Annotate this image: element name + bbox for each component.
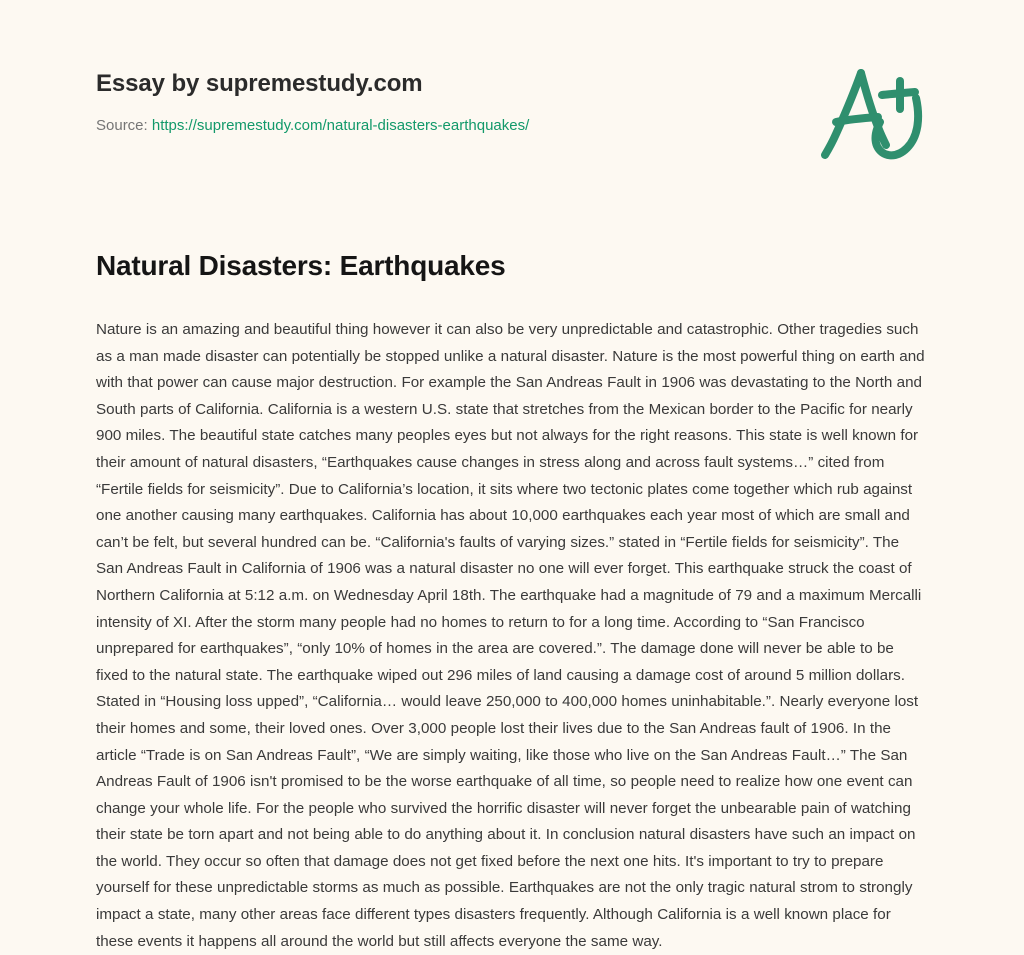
article-container [96,248,928,955]
article-body [96,317,928,955]
page-title: Natural Disasters: Earthquakes [96,250,506,281]
source-line [96,116,529,136]
a-plus-logo-icon[interactable] [812,62,930,166]
article-paragraph: Nature is an amazing and beautiful thing however it can also be very unpredictable and catastrophic. Other tragedies such as a man made disaster can potentially be stopped unlike a natural disaster. Nature is the most powerful thing on earth and with that power can cause major destruction. For example the San Andreas Fault in 1906 was devastating to the North and South parts of California. California is a western U.S. state that stretches from the Mexican border to the Pacific for nearly 900 miles. The beautiful state catches many peoples eyes but not always for the right reasons. This state is well known for their amount of natural disasters, “Earthquakes cause changes in stress along and across fault systems…” cited from “Fertile fields for seismicity”. Due to California’s location, it sits where two tectonic plates come together which rub against one another causing many earthquakes. California has about 10,000 earthquakes each year most of which are small and can’t be felt, but several hundred can be. “California's faults of varying sizes.” stated in “Fertile fields for seismicity”. The San Andreas Fault in California of 1906 was a natural disaster no one will ever forget. This earthquake struck the coast of Northern California at 5:12 a.m. on Wednesday April 18th. The earthquake had a magnitude of 79 and a maximum Mercalli intensity of XI. After the storm many people had no homes to return to for a long time. According to “San Francisco unprepared for earthquakes”, “only 10% of homes in the area are covered.”. The damage done will never be able to be fixed to the natural state. The earthquake wiped out 296 miles of land causing a damage cost of around 5 million dollars. Stated in “Housing loss upped”, “California… would leave 250,000 to 400,000 homes uninhabitable.”. Nearly everyone lost their homes and some, their loved ones. Over 3,000 people lost their lives due to the San Andreas fault of 1906. In the article “Trade is on San Andreas Fault”, “We are simply waiting, like those who live on the San Andreas Fault…” The San Andreas Fault of 1906 isn't promised to be the worse earthquake of all time, so people need to realize how one event can change your whole life. For the people who survived the horrific disaster will never forget the unbearable pain of watching their state be torn apart and not being able to do anything about it. In conclusion natural disasters have such an impact on the world. They occur so often that damage does not get fixed before the next one hits. It's important to try to prepare yourself for these unpredictable storms as much as possible. Earthquakes are not the only tragic natural strom to strongly impact a state, many other areas face different types disasters frequently. Although California is a well known place for these events it happens all around the world but still affects everyone the same way. [96,321,925,950]
page-header [0,0,1024,200]
source-label: Source: [96,116,152,134]
header-brand-block [96,70,529,135]
a-plus-logo-glyph [812,62,930,166]
source-url-link[interactable]: https://supremestudy.com/natural-disasters-earthquakes/ [151,116,530,134]
brand-title: Essay by supremestudy.com [96,70,423,97]
